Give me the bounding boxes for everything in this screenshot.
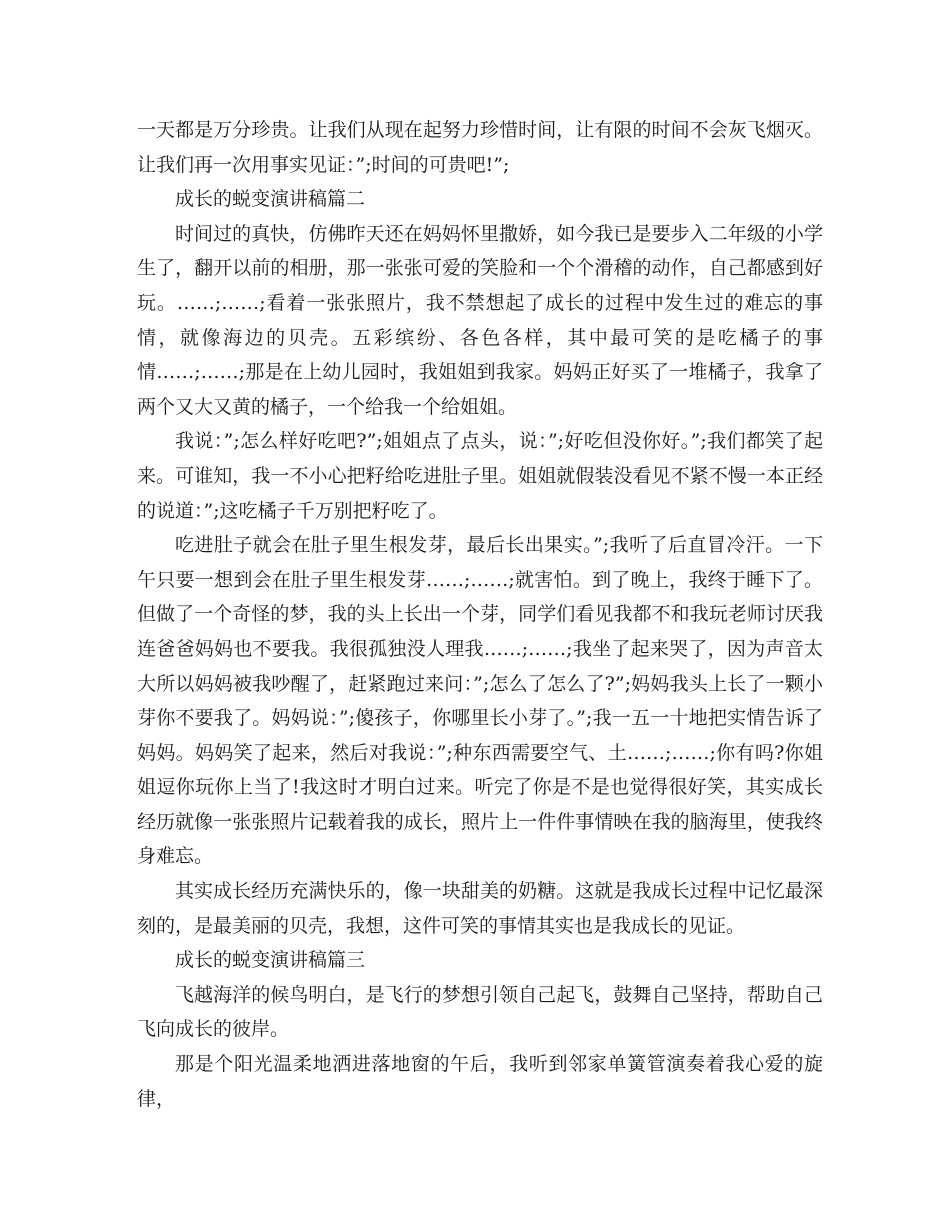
paragraph: 我说：”;怎么样好吃吧?”;姐姐点了点头，说：”;好吃但没你好。”;我们都笑了起来。可谁知，我一不小心把籽给吃进肚子里。姐姐就假装没看见不紧不慢一本正经的说道：”;这吃橘子千万别把籽吃了。 bbox=[137, 430, 823, 522]
paragraph: 那是个阳光温柔地洒进落地窗的午后，我听到邻家单簧管演奏着我心爱的旋律， bbox=[137, 1053, 823, 1110]
paragraph: 飞越海洋的候鸟明白，是飞行的梦想引领自己起飞，鼓舞自己坚持，帮助自己飞向成长的彼岸。 bbox=[137, 983, 823, 1041]
paragraph: 其实成长经历充满快乐的，像一块甜美的奶糖。这就是我成长过程中记忆最深刻的，是最美丽的贝壳，我想，这件可笑的事情其实也是我成长的见证。 bbox=[137, 880, 823, 937]
section-heading-2: 成长的蜕变演讲稿篇二 bbox=[175, 188, 366, 211]
document-page bbox=[137, 113, 823, 1116]
paragraph-continuation: 一天都是万分珍贵。让我们从现在起努力珍惜时间，让有限的时间不会灰飞烟灭。让我们再一次用事实见证：”;时间的可贵吧!”; bbox=[137, 119, 823, 176]
section-heading-3: 成长的蜕变演讲稿篇三 bbox=[175, 949, 366, 972]
paragraph: 时间过的真快，仿佛昨天还在妈妈怀里撒娇，如今我已是要步入二年级的小学生了，翻开以前的相册，那一张张可爱的笑脸和一个个滑稽的动作，自己都感到好玩。……;……;看着一张张照片，我不禁想起了成长的过程中发生过的难忘的事情，就像海边的贝壳。五彩缤纷、各色各样，其中最可笑的是吃橘子的事情……;……;那是在上幼儿园时，我姐姐到我家。妈妈正好买了一堆橘子，我拿了两个又大又黄的橘子，一个给我一个给姐姐。 bbox=[137, 222, 823, 418]
paragraph: 吃进肚子就会在肚子里生根发芽，最后长出果实。”;我听了后直冒冷汗。一下午只要一想到会在肚子里生根发芽……;……;就害怕。到了晚上，我终于睡下了。但做了一个奇怪的梦，我的头上长出一个芽，同学们看见我都不和我玩老师讨厌我连爸爸妈妈也不要我。我很孤独没人理我……;……;我坐了起来哭了，因为声音太大所以妈妈被我吵醒了，赶紧跑过来问：”;怎么了怎么了?”;妈妈我头上长了一颗小芽你不要我了。妈妈说：”;傻孩子，你哪里长小芽了。”;我一五一十地把实情告诉了妈妈。妈妈笑了起来，然后对我说：”;种东西需要空气、土……;……;你有吗?你姐姐逗你玩你上当了!我这时才明白过来。听完了你是不是也觉得很好笑，其实成长经历就像一张张照片记载着我的成长，照片上一件件事情映在我的脑海里，使我终身难忘。 bbox=[137, 534, 823, 868]
